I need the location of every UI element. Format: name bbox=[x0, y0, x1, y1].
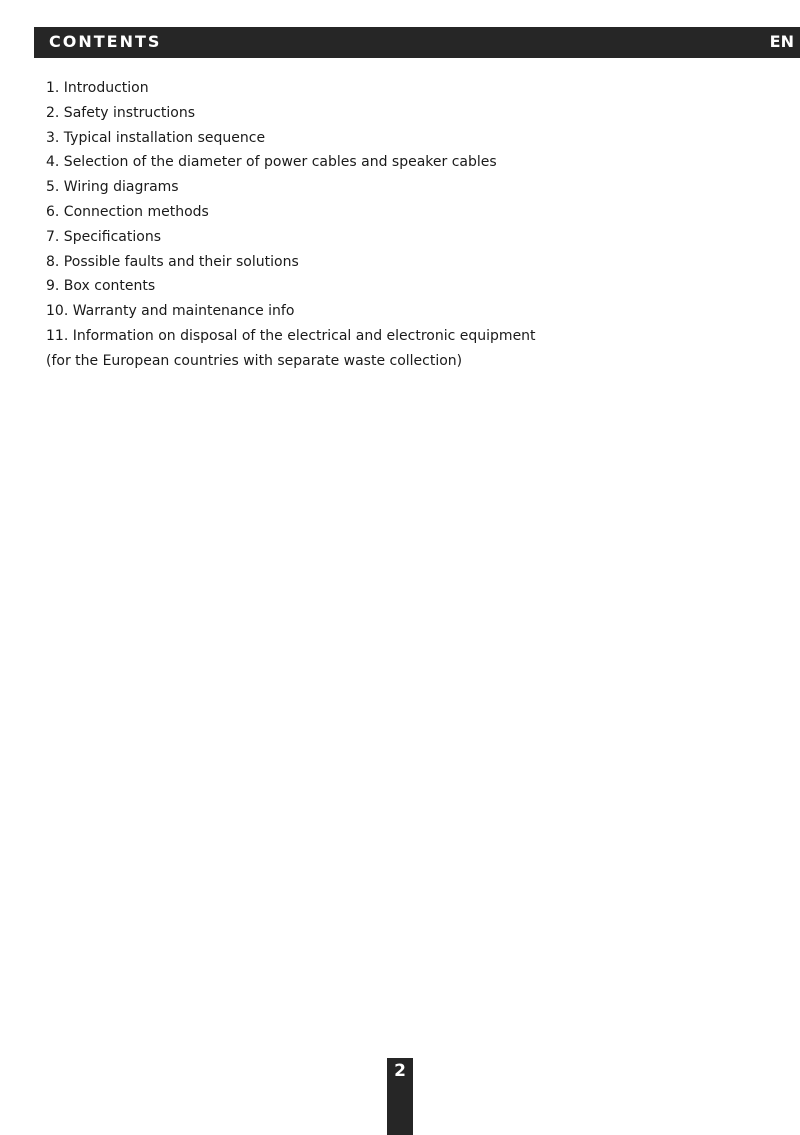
toc-item-disposal-note: (for the European countries with separate waste collection) bbox=[46, 352, 463, 369]
header-bar bbox=[34, 27, 800, 58]
toc-item-cable-diameter: 4. Selection of the diameter of power cables and speaker cables bbox=[46, 154, 497, 171]
toc-item-specifications: 7. Specifications bbox=[46, 228, 161, 245]
table-of-contents bbox=[46, 76, 536, 374]
toc-item-disposal-info: 11. Information on disposal of the electrical and electronic equipment bbox=[46, 327, 536, 344]
toc-item-warranty: 10. Warranty and maintenance info bbox=[46, 303, 295, 320]
toc-item-possible-faults: 8. Possible faults and their solutions bbox=[46, 253, 299, 270]
language-label: EN bbox=[769, 32, 794, 51]
toc-item-installation-sequence: 3. Typical installation sequence bbox=[46, 129, 266, 146]
toc-item-safety-instructions: 2. Safety instructions bbox=[46, 104, 196, 121]
toc-item-wiring-diagrams: 5. Wiring diagrams bbox=[46, 179, 179, 196]
page-number-tab bbox=[387, 1058, 413, 1135]
page-number: 2 bbox=[394, 1061, 406, 1081]
toc-item-connection-methods: 6. Connection methods bbox=[46, 203, 209, 220]
toc-item-box-contents: 9. Box contents bbox=[46, 278, 156, 295]
toc-item-introduction: 1. Introduction bbox=[46, 80, 149, 96]
page-title: CONTENTS bbox=[49, 32, 162, 51]
